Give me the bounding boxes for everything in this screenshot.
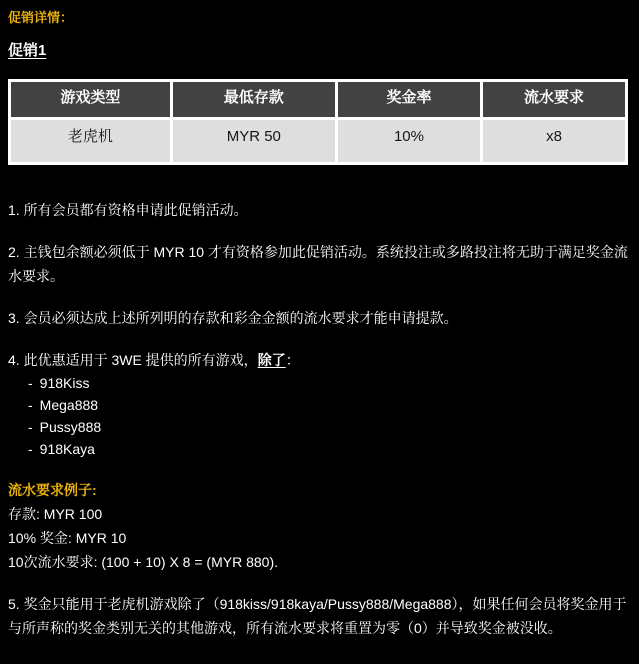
term-4-block xyxy=(8,348,629,460)
cell-game-type: 老虎机 xyxy=(10,119,172,164)
list-dash: - xyxy=(28,441,33,457)
excluded-game-name: 918Kiss xyxy=(39,375,90,391)
promo-terms-table xyxy=(8,79,628,165)
list-item-pussy888 xyxy=(28,416,629,438)
page-title: 促销详情： xyxy=(8,10,74,25)
table-header-min-deposit: 最低存款 xyxy=(171,81,336,119)
list-dash: - xyxy=(28,397,33,413)
list-item-918kaya xyxy=(28,438,629,460)
example-line-deposit: 存款: MYR 100 xyxy=(8,506,103,522)
list-dash: - xyxy=(28,375,33,391)
term-4-except-emphasis: 除了 xyxy=(257,352,286,368)
term-4 xyxy=(8,348,629,372)
table-row xyxy=(10,119,627,164)
term-2: 2. 主钱包余额必须低于 MYR 10 才有资格参加此促销活动。系统投注或多路投注将无助于满足奖金流水要求。 xyxy=(8,244,628,284)
turnover-example-section xyxy=(8,478,629,574)
list-item-mega888 xyxy=(28,394,629,416)
promo-details-page xyxy=(8,8,629,640)
example-line-bonus: 10% 奖金: MYR 10 xyxy=(8,530,127,546)
table-header-game-type: 游戏类型 xyxy=(10,81,172,119)
table-header-row xyxy=(10,81,627,119)
term-1: 1. 所有会员都有资格申请此促销活动。 xyxy=(8,202,248,218)
example-line-turnover: 10次流水要求: (100 + 10) X 8 = (MYR 880). xyxy=(8,554,278,570)
term-4-prefix: 4. 此优惠适用于 3WE 提供的所有游戏， xyxy=(8,352,258,368)
list-item-918kiss xyxy=(28,372,629,394)
cell-bonus-rate: 10% xyxy=(336,119,481,164)
excluded-games-list xyxy=(8,372,629,460)
cell-min-deposit: MYR 50 xyxy=(171,119,336,164)
promo-name-heading: 促销1 xyxy=(8,42,47,59)
excluded-game-name: Pussy888 xyxy=(39,419,102,435)
table-header-bonus-rate: 奖金率 xyxy=(336,81,481,119)
term-3: 3. 会员必须达成上述所列明的存款和彩金金额的流水要求才能申请提款。 xyxy=(8,310,458,326)
example-heading: 流水要求例子: xyxy=(8,482,97,498)
excluded-game-name: 918Kaya xyxy=(39,441,95,457)
excluded-game-name: Mega888 xyxy=(39,397,99,413)
list-dash: - xyxy=(28,419,33,435)
term-4-colon: ： xyxy=(285,352,300,368)
table-header-turnover: 流水要求 xyxy=(481,81,626,119)
term-5: 5. 奖金只能用于老虎机游戏除了（918kiss/918kaya/Pussy888/Mega888），如果任何会员将奖金用于与所声称的奖金类别无关的其他游戏，所有流水要求将重置为零（0）并导致奖金被没收。 xyxy=(8,596,627,636)
cell-turnover: x8 xyxy=(481,119,626,164)
